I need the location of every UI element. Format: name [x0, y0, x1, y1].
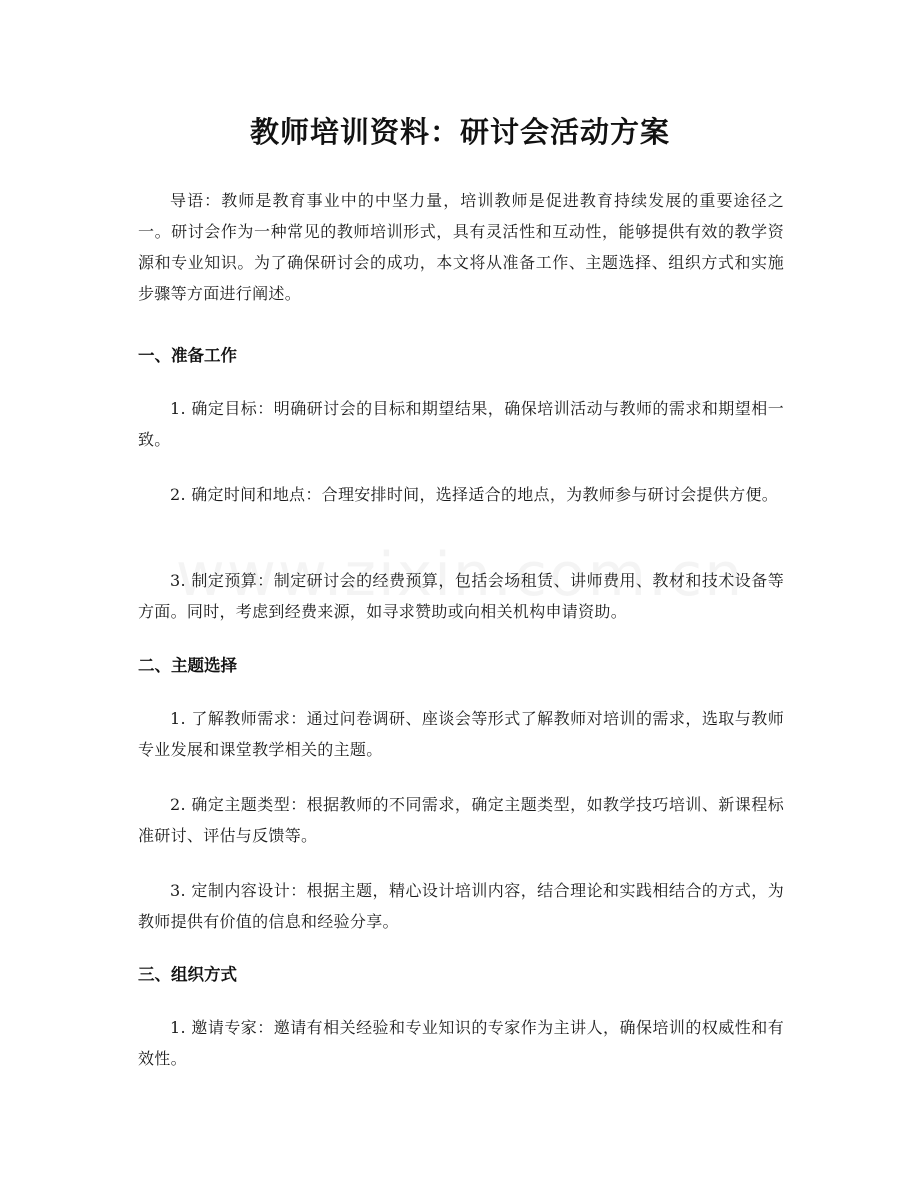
section-heading-preparation: 一、准备工作 [138, 346, 237, 365]
section-1-item-1: 1. 确定目标：明确研讨会的目标和期望结果，确保培训活动与教师的需求和期望相一致。 [138, 399, 784, 449]
section-1-item-2: 2. 确定时间和地点：合理安排时间，选择适合的地点，为教师参与研讨会提供方便。 [170, 485, 779, 504]
section-2-item-3: 3. 定制内容设计：根据主题，精心设计培训内容，结合理论和实践相结合的方式，为教师提供有价值的信息和经验分享。 [138, 881, 784, 931]
section-3-item-1: 1. 邀请专家：邀请有相关经验和专业知识的专家作为主讲人，确保培训的权威性和有效性。 [138, 1018, 784, 1068]
section-heading-topic-selection: 二、主题选择 [138, 656, 237, 675]
intro-paragraph: 导语：教师是教育事业中的中坚力量，培训教师是促进教育持续发展的重要途径之一。研讨会作为一种常见的教师培训形式，具有灵活性和互动性，能够提供有效的教学资源和专业知识。为了确保研讨会的成功，本文将从准备工作、主题选择、组织方式和实施步骤等方面进行阐述。 [138, 191, 784, 303]
section-2-item-2: 2. 确定主题类型：根据教师的不同需求，确定主题类型，如教学技巧培训、新课程标准研讨、评估与反馈等。 [138, 795, 784, 845]
document-title: 教师培训资料：研讨会活动方案 [249, 115, 670, 149]
section-heading-organization: 三、组织方式 [138, 965, 237, 984]
section-2-item-1: 1. 了解教师需求：通过问卷调研、座谈会等形式了解教师对培训的需求，选取与教师专业发展和课堂教学相关的主题。 [138, 709, 784, 759]
section-1-item-3: 3. 制定预算：制定研讨会的经费预算，包括会场租赁、讲师费用、教材和技术设备等方面。同时，考虑到经费来源，如寻求赞助或向相关机构申请资助。 [138, 571, 784, 621]
